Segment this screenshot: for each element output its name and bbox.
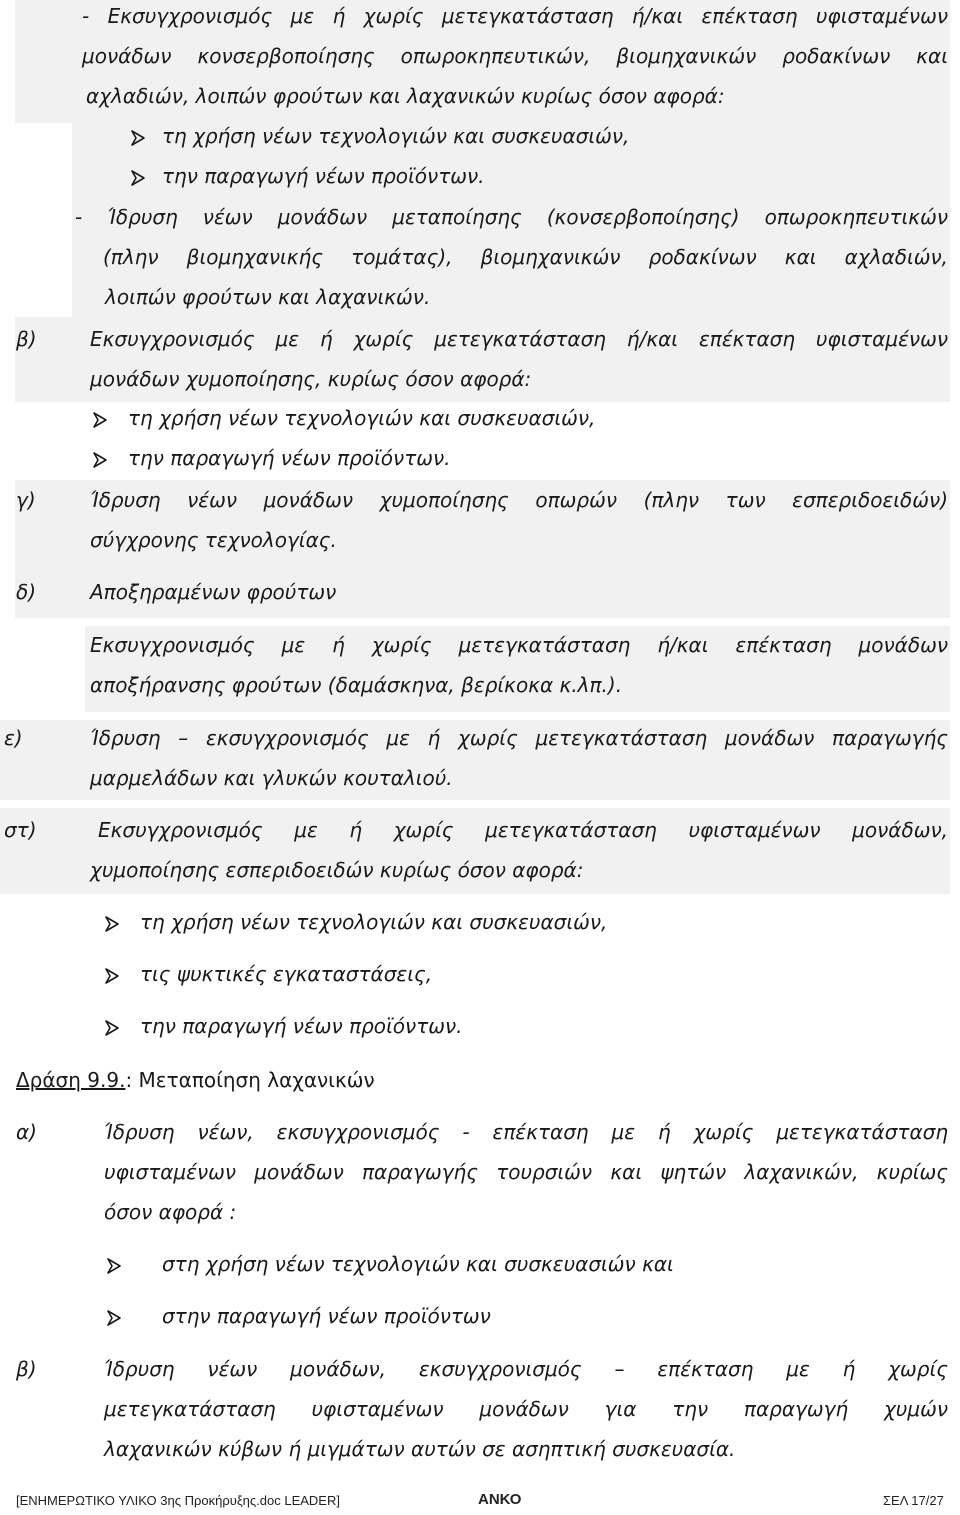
arrow-bullet-icon xyxy=(104,914,120,934)
bullet-item: τη χρήση νέων τεχνολογιών και συσκευασιών, xyxy=(128,406,596,430)
arrow-bullet-icon xyxy=(130,128,146,148)
arrow-bullet-icon xyxy=(130,168,146,188)
paragraph-line: Εκσυγχρονισμός με ή χωρίς μετεγκατάσταση ή/και επέκταση μονάδων xyxy=(90,633,948,657)
paragraph-line: (πλην βιομηχανικής τομάτας), βιομηχανικών ροδακίνων και αχλαδιών, xyxy=(103,245,948,269)
paragraph-line: - Εκσυγχρονισμός με ή χωρίς μετεγκατάσταση ή/και επέκταση υφισταμένων xyxy=(82,4,948,28)
section-heading xyxy=(16,1068,375,1092)
paragraph-line: αποξήρανσης φρούτων (δαμάσκηνα, βερίκοκα κ.λπ.). xyxy=(90,673,623,697)
paragraph-line: μονάδων κονσερβοποίησης οπωροκηπευτικών, βιομηχανικών ροδακίνων και xyxy=(82,44,948,68)
footer-page-number: ΣΕΛ 17/27 xyxy=(883,1493,944,1508)
paragraph-line: μονάδων χυμοποίησης, κυρίως όσον αφορά: xyxy=(90,367,532,391)
arrow-bullet-icon xyxy=(106,1308,122,1328)
item-label: δ) xyxy=(16,580,37,604)
bullet-item: τη χρήση νέων τεχνολογιών και συσκευασιών, xyxy=(140,910,608,934)
item-label: β) xyxy=(16,327,37,351)
item-label: α) xyxy=(16,1120,37,1144)
bullet-item: την παραγωγή νέων προϊόντων. xyxy=(140,1014,463,1038)
arrow-bullet-icon xyxy=(104,966,120,986)
bullet-item: την παραγωγή νέων προϊόντων. xyxy=(162,164,485,188)
bullet-item: τη χρήση νέων τεχνολογιών και συσκευασιών, xyxy=(162,124,630,148)
paragraph-line: αχλαδιών, λοιπών φρούτων και λαχανικών κυρίως όσον αφορά: xyxy=(86,84,725,108)
paragraph-line: λαχανικών κύβων ή μιγμάτων αυτών σε ασηπτική συσκευασία. xyxy=(104,1437,736,1461)
paragraph-line: Ίδρυση νέων μονάδων χυμοποίησης οπωρών (πλην των εσπεριδοειδών) xyxy=(90,488,948,512)
paragraph-line: Εκσυγχρονισμός με ή χωρίς μετεγκατάσταση ή/και επέκταση υφισταμένων xyxy=(90,327,948,351)
paragraph-line: - Ίδρυση νέων μονάδων μεταποίησης (κονσερβοποίησης) οπωροκηπευτικών xyxy=(75,205,948,229)
footer-filename: [ΕΝΗΜΕΡΩΤΙΚΟ ΥΛΙΚΟ 3ης Προκήρυξης.doc LEADER] xyxy=(16,1493,340,1508)
item-label: γ) xyxy=(16,488,36,512)
paragraph-line: σύγχρονης τεχνολογίας. xyxy=(90,528,337,552)
paragraph-line: Εκσυγχρονισμός με ή χωρίς μετεγκατάσταση υφισταμένων μονάδων, xyxy=(98,818,948,842)
paragraph-line: υφισταμένων μονάδων παραγωγής τουρσιών και ψητών λαχανικών, κυρίως xyxy=(104,1160,948,1184)
item-label: ε) xyxy=(4,726,23,750)
paragraph-line: Ίδρυση – εκσυγχρονισμός με ή χωρίς μετεγκατάσταση μονάδων παραγωγής xyxy=(90,726,948,750)
heading-title: : Μεταποίηση λαχανικών xyxy=(125,1068,375,1092)
arrow-bullet-icon xyxy=(92,410,108,430)
paragraph-line: Αποξηραμένων φρούτων xyxy=(90,580,337,604)
arrow-bullet-icon xyxy=(92,450,108,470)
paragraph-line: χυμοποίησης εσπεριδοειδών κυρίως όσον αφορά: xyxy=(90,858,584,882)
paragraph-line: μετεγκατάσταση υφισταμένων μονάδων για την παραγωγή χυμών xyxy=(104,1397,948,1421)
paragraph-line: μαρμελάδων και γλυκών κουταλιού. xyxy=(90,766,453,790)
paragraph-line: λοιπών φρούτων και λαχανικών. xyxy=(105,285,431,309)
footer-org: ΑΝΚΟ xyxy=(478,1491,522,1508)
arrow-bullet-icon xyxy=(106,1256,122,1276)
bullet-item: τις ψυκτικές εγκαταστάσεις, xyxy=(140,962,433,986)
item-label: β) xyxy=(16,1357,37,1381)
bullet-item: την παραγωγή νέων προϊόντων. xyxy=(128,446,451,470)
bullet-item: στη χρήση νέων τεχνολογιών και συσκευασιών και xyxy=(162,1252,674,1276)
item-label: στ) xyxy=(4,818,37,842)
paragraph-line: όσον αφορά : xyxy=(104,1200,237,1224)
arrow-bullet-icon xyxy=(104,1018,120,1038)
heading-label: Δράση 9.9. xyxy=(16,1068,126,1092)
paragraph-line: Ίδρυση νέων μονάδων, εκσυγχρονισμός – επέκταση με ή χωρίς xyxy=(104,1357,948,1381)
bullet-item: στην παραγωγή νέων προϊόντων xyxy=(162,1304,491,1328)
paragraph-line: Ίδρυση νέων, εκσυγχρονισμός - επέκταση με ή χωρίς μετεγκατάσταση xyxy=(104,1120,948,1144)
